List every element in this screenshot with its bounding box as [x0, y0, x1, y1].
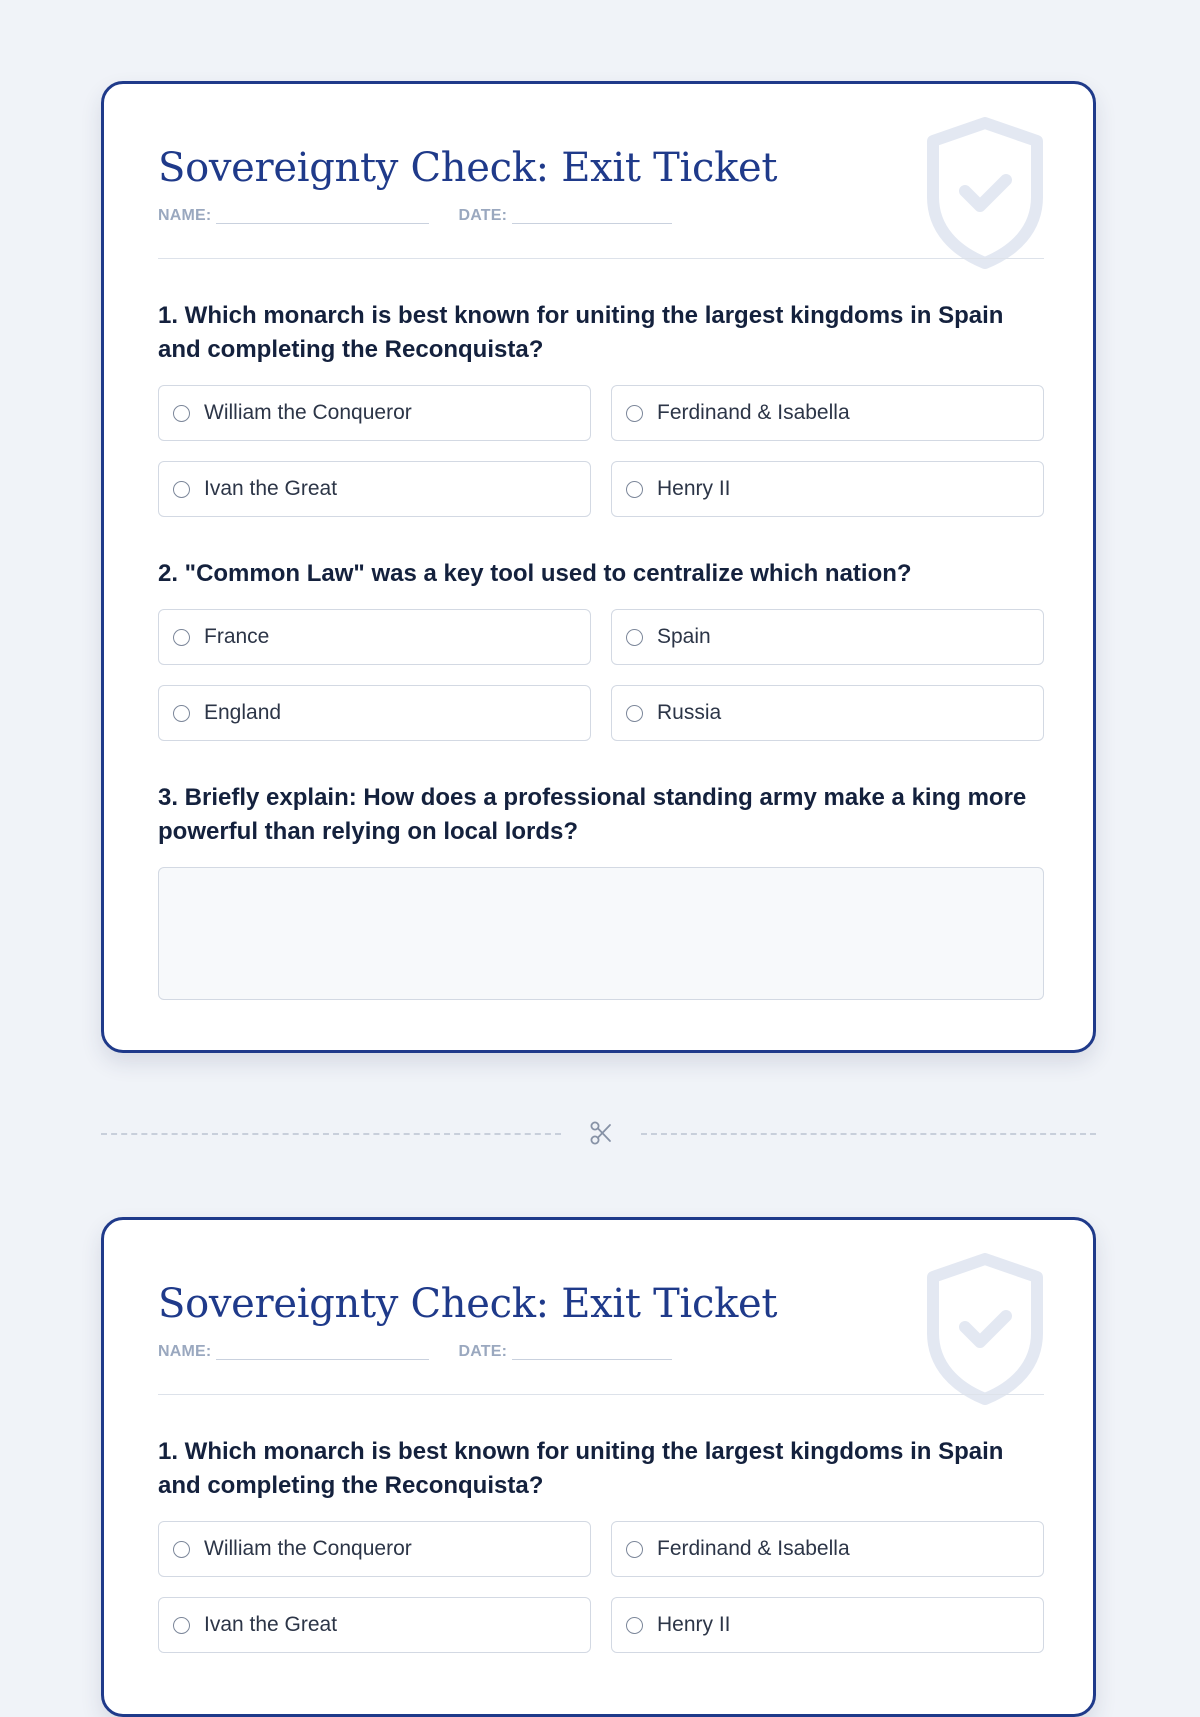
radio-icon[interactable]	[173, 481, 190, 498]
option-label: Ferdinand & Isabella	[657, 1537, 850, 1560]
ticket-content	[158, 1276, 1044, 1653]
option-label: Henry II	[657, 1613, 731, 1636]
question-1-options	[158, 385, 1044, 517]
name-line[interactable]	[216, 223, 429, 224]
ticket-meta	[158, 1340, 1044, 1362]
answer-option[interactable]	[158, 461, 591, 517]
dashed-divider-right	[641, 1133, 1096, 1135]
question-1-prompt: 1. Which monarch is best known for uniting the largest kingdoms in Spain and completing the Reconquista?	[158, 1438, 1004, 1499]
answer-option[interactable]	[611, 1521, 1044, 1577]
ticket-content	[158, 140, 1044, 1000]
date-label: DATE:	[458, 207, 508, 224]
exit-ticket-card	[101, 81, 1096, 1053]
question-2-prompt: 2. "Common Law" was a key tool used to centralize which nation?	[158, 560, 912, 587]
option-label: William the Conqueror	[204, 401, 412, 424]
question-3-prompt: 3. Briefly explain: How does a professional standing army make a king more powerful than relying on local lords?	[158, 784, 1027, 845]
option-label: Ferdinand & Isabella	[657, 401, 850, 424]
radio-icon[interactable]	[173, 705, 190, 722]
radio-icon[interactable]	[626, 1617, 643, 1634]
question-1-prompt: 1. Which monarch is best known for uniting the largest kingdoms in Spain and completing the Reconquista?	[158, 302, 1004, 363]
option-label: England	[204, 701, 282, 724]
name-line[interactable]	[216, 1359, 429, 1360]
question-1-options	[158, 1521, 1044, 1653]
radio-icon[interactable]	[626, 1541, 643, 1558]
answer-option[interactable]	[158, 685, 591, 741]
radio-icon[interactable]	[626, 629, 643, 646]
option-label: William the Conqueror	[204, 1537, 412, 1560]
radio-icon[interactable]	[626, 705, 643, 722]
dashed-divider-left	[101, 1133, 561, 1135]
name-label: NAME:	[158, 207, 212, 224]
radio-icon[interactable]	[626, 405, 643, 422]
radio-icon[interactable]	[173, 405, 190, 422]
header-divider	[158, 258, 1044, 259]
radio-icon[interactable]	[173, 1541, 190, 1558]
radio-icon[interactable]	[173, 629, 190, 646]
answer-option[interactable]	[158, 609, 591, 665]
answer-option[interactable]	[611, 1597, 1044, 1653]
option-label: Spain	[657, 625, 711, 648]
option-label: Russia	[657, 701, 722, 724]
exit-ticket-card	[101, 1217, 1096, 1717]
scissors-icon	[588, 1119, 616, 1147]
answer-option[interactable]	[611, 685, 1044, 741]
ticket-title: Sovereignty Check: Exit Ticket	[158, 1281, 778, 1327]
answer-option[interactable]	[611, 385, 1044, 441]
name-label: NAME:	[158, 1343, 212, 1360]
date-label: DATE:	[458, 1343, 508, 1360]
answer-option[interactable]	[158, 1521, 591, 1577]
radio-icon[interactable]	[626, 481, 643, 498]
option-label: France	[204, 625, 270, 648]
option-label: Henry II	[657, 477, 731, 500]
ticket-title: Sovereignty Check: Exit Ticket	[158, 145, 778, 191]
answer-option[interactable]	[158, 385, 591, 441]
date-line[interactable]	[512, 223, 672, 224]
answer-option[interactable]	[611, 609, 1044, 665]
radio-icon[interactable]	[173, 1617, 190, 1634]
answer-option[interactable]	[158, 1597, 591, 1653]
answer-option[interactable]	[611, 461, 1044, 517]
short-answer-box[interactable]	[158, 867, 1044, 1000]
option-label: Ivan the Great	[204, 1613, 338, 1636]
option-label: Ivan the Great	[204, 477, 338, 500]
date-line[interactable]	[512, 1359, 672, 1360]
header-divider	[158, 1394, 1044, 1395]
question-2-options	[158, 609, 1044, 741]
ticket-meta	[158, 204, 1044, 226]
